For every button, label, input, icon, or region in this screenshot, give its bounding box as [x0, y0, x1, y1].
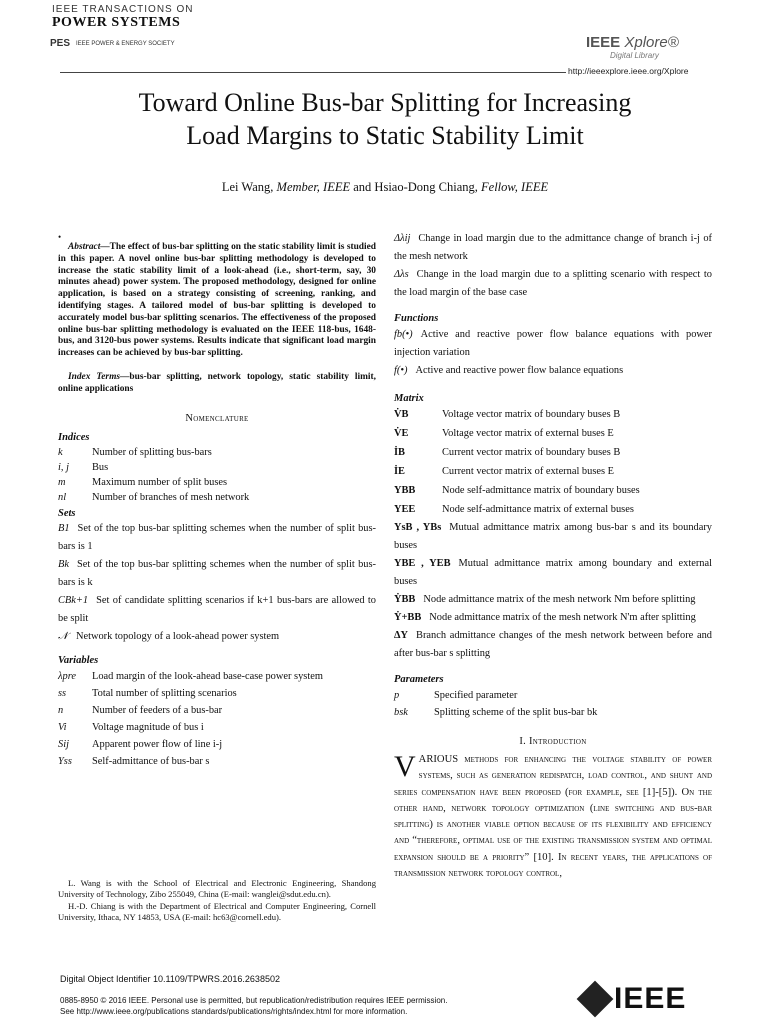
- ieee-logo: [582, 982, 686, 1016]
- journal-name: [52, 4, 194, 30]
- ieee-wordmark: IEEE: [614, 982, 687, 1015]
- right-column: [394, 230, 712, 882]
- variables-heading: Variables: [58, 655, 99, 667]
- nomenclature-item: V̇E Voltage vector matrix of external buses E: [394, 428, 614, 439]
- authors: [40, 180, 730, 195]
- intro-heading: I. Introduction: [519, 735, 587, 747]
- nomenclature-item: m Maximum number of split buses: [58, 476, 228, 488]
- nomenclature-item: YsB , YBs Mutual admittance matrix among bus-bar s and its boundary buses: [394, 522, 712, 551]
- pes-logo: PES: [50, 38, 71, 49]
- nomenclature-item: Vi Voltage magnitude of bus i: [58, 721, 204, 733]
- header-rule: [60, 72, 566, 73]
- nomenclature-item: CBk+1 Set of candidate splitting scenarios if k+1 bus-bars are allowed to be split: [58, 595, 376, 625]
- nomenclature-item: Δλij Change in load margin due to the admittance change of branch i-j of the mesh network: [394, 233, 712, 262]
- left-column: [58, 232, 376, 770]
- xplore-logo: [586, 34, 679, 60]
- functions-list: [394, 326, 712, 380]
- parameters-list: [394, 687, 712, 721]
- author2: and Hsiao-Dong Chiang,: [353, 180, 478, 194]
- functions-heading: Functions: [394, 313, 439, 324]
- sets-heading: Sets: [58, 507, 76, 519]
- variables-list: [58, 668, 376, 770]
- nomenclature-item: ΔY Branch admittance changes of the mesh network between before and after bus-bar s splitting: [394, 630, 712, 659]
- dropcap: V: [394, 750, 416, 783]
- nomenclature-item: İB Current vector matrix of boundary buses B: [394, 447, 621, 458]
- nomenclature-item: 𝒩 Network topology of a look-ahead power system: [58, 631, 280, 643]
- parameters-heading: Parameters: [394, 674, 444, 685]
- nomenclature-item: ẎBB Node admittance matrix of the mesh network Nm before splitting: [394, 594, 696, 605]
- xplore-url[interactable]: http://ieeexplore.ieee.org/Xplore: [568, 66, 689, 76]
- author1-role: Member, IEEE: [276, 180, 351, 194]
- nomenclature-item: i, j Bus: [58, 461, 109, 473]
- nomenclature-item: λpre Load margin of the look-ahead base-case power system: [58, 670, 323, 682]
- delta-list: [394, 230, 712, 302]
- nomenclature-item: n Number of feeders of a bus-bar: [58, 704, 223, 716]
- nomenclature-item: İE Current vector matrix of external buses E: [394, 466, 614, 477]
- indices-list: [58, 445, 376, 505]
- paper-title: [40, 86, 730, 152]
- footnote-1: L. Wang is with the School of Electrical and Electronic Engineering, Shandong University of Technology, Zibo 255049, China (E-mail: wanglei@sdut.edu.cn).: [58, 878, 376, 900]
- nomenclature-item: YEE Node self-admittance matrix of external buses: [394, 504, 634, 515]
- copyright-line2: See http://www.ieee.org/publications standards/publications/rights/index.html for more information.: [60, 1007, 408, 1016]
- nomenclature-item: nl Number of branches of mesh network: [58, 491, 250, 503]
- xplore-brand: IEEE: [586, 34, 621, 51]
- index-terms: [58, 372, 376, 396]
- nomenclature-item: Yss Self-admittance of bus-bar s: [58, 755, 210, 767]
- author1: Lei Wang,: [221, 180, 274, 194]
- nomenclature-item: bsk Splitting scheme of the split bus-bar bk: [394, 706, 598, 718]
- intro-body: ARIOUS methods for enhancing the voltage stability of power systems, such as generation redispatch, load control, and shunt and series compensation have been proposed (for example, see [1]-[5]). On the other hand, network topology optimization (line switching and bus-bar splitting) is another viable option because of its flexibility and efficiency and “therefore, optimal use of the existing transmission system and optimal expansion should be a priority” [10]. In recent years, the applications of transmission network topology control,: [394, 754, 712, 880]
- nomenclature-item: YBE , YEB Mutual admittance matrix among boundary and external buses: [394, 558, 712, 587]
- nomenclature-item: ss Total number of splitting scenarios: [58, 687, 237, 699]
- journal-line1: IEEE TRANSACTIONS ON: [52, 4, 194, 15]
- nomenclature-item: B1 Set of the top bus-bar splitting schemes when the number of split bus-bars is 1: [58, 523, 376, 553]
- nomenclature-item: YBB Node self-admittance matrix of boundary buses: [394, 485, 640, 496]
- nomenclature-item: Δλs Change in the load margin due to a splitting scenario with respect to the load margin of the base case: [394, 269, 712, 298]
- matrix-list: [394, 405, 712, 663]
- footnote: [58, 878, 376, 924]
- indices-heading: Indices: [58, 432, 90, 444]
- intro-text: [394, 752, 712, 882]
- sets-list: [58, 520, 376, 646]
- pes-text: IEEE POWER & ENERGY SOCIETY: [76, 40, 175, 47]
- footnote-2: H.-D. Chiang is with the Department of Electrical and Computer Engineering, Cornell University, Ithaca, NY 14853, USA (E-mail: hc63@cornell.edu).: [58, 900, 376, 923]
- xplore-sub: Digital Library: [610, 51, 659, 60]
- nomenclature-item: Ẏ+BB Node admittance matrix of the mesh network N'm after splitting: [394, 612, 696, 623]
- nomenclature-item: k Number of splitting bus-bars: [58, 446, 212, 458]
- nomenclature-item: Sij Apparent power flow of line i-j: [58, 738, 223, 750]
- journal-line2: POWER SYSTEMS: [52, 15, 181, 30]
- author2-role: Fellow, IEEE: [481, 180, 549, 194]
- title-line1: Toward Online Bus-bar Splitting for Increasing: [138, 88, 632, 117]
- title-line2: Load Margins to Static Stability Limit: [186, 121, 584, 150]
- index-label: Index Terms: [68, 371, 121, 382]
- abstract: [58, 242, 376, 360]
- copyright: [60, 995, 447, 1017]
- xplore-name: Xplore®: [624, 34, 679, 51]
- nomenclature-item: V̇B Voltage vector matrix of boundary buses B: [394, 409, 621, 420]
- matrix-heading: Matrix: [394, 392, 424, 404]
- nomenclature-item: fb(•) Active and reactive power flow balance equations with power injection variation: [394, 328, 712, 358]
- abstract-text: —The effect of bus-bar splitting on the static stability limit is studied in this paper. A novel online bus-bar splitting methodology is developed to increase the static stability limit of a look-ahead (i.e., short-term, say, 30 minutes ahead) power system. The proposed methodology, designed for online application, is based on a strategy consisting of screening, ranking, and identifying stages. A tailored model of bus-bar splitting is developed to accurately model bus-bar splitting scenarios. The effectiveness of the proposed online bus-bar splitting methodology is evaluated on the IEEE 118-bus, 1648-bus, and 3120-bus power systems. Results indicate that significant load margin increases can be achieved by bus-bar splitting.: [58, 242, 376, 359]
- nomenclature-item: f(•) Active and reactive power flow balance equations: [394, 364, 624, 376]
- nomenclature-heading: Nomenclature: [185, 412, 249, 424]
- pes-logo-block: [50, 38, 175, 49]
- bullet: •: [58, 232, 62, 242]
- nomenclature-item: Bk Set of the top bus-bar splitting schemes when the number of split bus-bars is k: [58, 559, 376, 589]
- index-text: —bus-bar splitting, network topology, static stability limit, online applications: [58, 371, 376, 394]
- nomenclature-item: p Specified parameter: [394, 689, 518, 701]
- copyright-line1: 0885-8950 © 2016 IEEE. Personal use is permitted, but republication/redistribution requires IEEE permission.: [60, 996, 448, 1005]
- abstract-label: Abstract: [68, 242, 101, 252]
- ieee-diamond-icon: [577, 981, 614, 1018]
- doi: Digital Object Identifier 10.1109/TPWRS.2016.2638502: [60, 974, 280, 984]
